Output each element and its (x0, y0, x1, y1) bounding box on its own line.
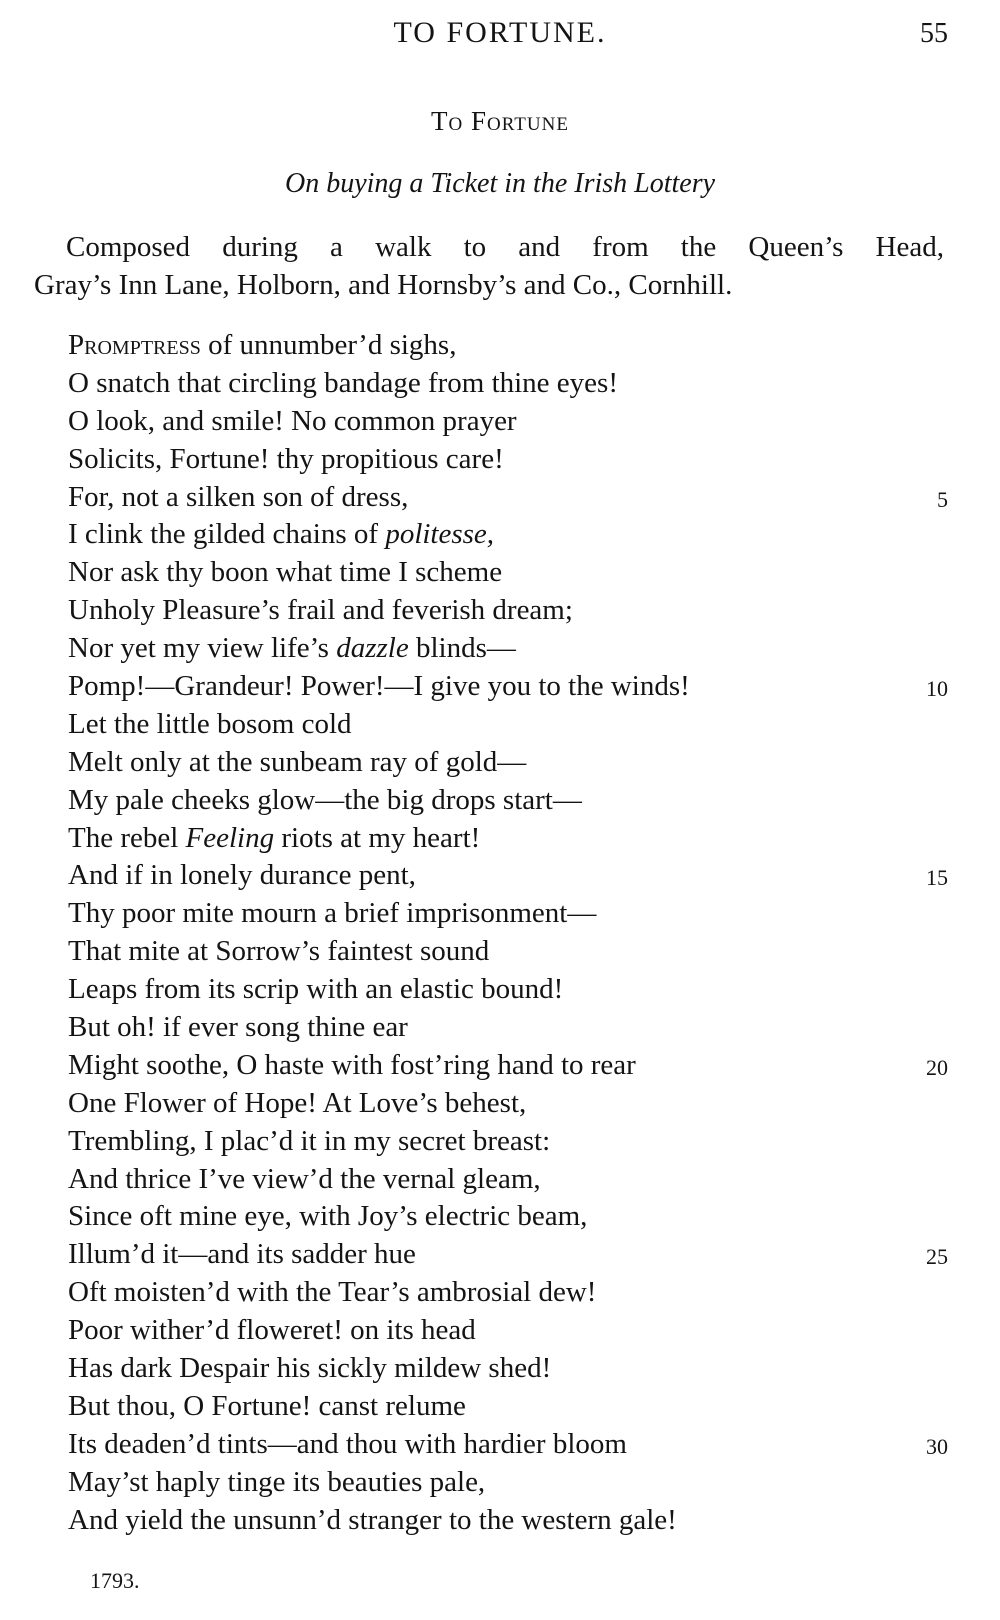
verse-line (68, 516, 948, 554)
verse-text (68, 403, 517, 441)
poem-subtitle: On buying a Ticket in the Irish Lottery (284, 168, 716, 199)
poem-body (68, 327, 948, 1540)
verse-line (68, 1047, 948, 1085)
verse-text (68, 630, 516, 668)
verse-text (68, 668, 690, 706)
verse-text (68, 933, 489, 971)
verse-line (68, 403, 948, 441)
verse-line (68, 1388, 948, 1426)
verse-line (68, 1161, 948, 1199)
italic-word: Feeling (185, 821, 275, 854)
verse-fragment: Leaps from its scrip with an elastic bound! (68, 973, 564, 1006)
verse-line (68, 706, 948, 744)
headnote-line: Gray’s Inn Lane, Holborn, and Hornsby’s and Co., Cornhill. (34, 269, 733, 301)
verse-text (68, 706, 352, 744)
verse-fragment: But thou, O Fortune! canst relume (68, 1389, 466, 1422)
verse-fragment: My pale cheeks glow—the big drops start— (68, 783, 582, 816)
verse-text (68, 1502, 677, 1540)
verse-line (68, 971, 948, 1009)
verse-text (68, 365, 618, 403)
italic-word: dazzle (336, 632, 409, 665)
verse-line (68, 1312, 948, 1350)
verse-fragment: For, not a silken son of dress, (68, 480, 409, 513)
verse-line (68, 744, 948, 782)
verse-text (68, 441, 504, 479)
verse-text (68, 1161, 541, 1199)
verse-fragment: riots at my heart! (274, 821, 481, 854)
verse-fragment: Illum’d it—and its sadder hue (68, 1238, 416, 1271)
verse-line (68, 933, 948, 971)
verse-fragment: Trembling, I plac’d it in my secret breast: (68, 1124, 551, 1157)
verse-text (68, 479, 408, 517)
italic-word: politesse, (385, 518, 495, 551)
verse-fragment: blinds— (408, 632, 516, 665)
headnote (34, 228, 944, 304)
verse-fragment: But oh! if ever song thine ear (68, 1011, 408, 1044)
verse-line (68, 1123, 948, 1161)
verse-line (68, 1009, 948, 1047)
line-number: 25 (926, 1244, 948, 1270)
first-word: Promptress (68, 329, 201, 361)
verse-fragment: Unholy Pleasure’s frail and feverish dream; (68, 594, 573, 627)
verse-text (68, 744, 526, 782)
verse-line (68, 630, 948, 668)
verse-fragment: Nor yet my view life’s (68, 632, 337, 665)
line-number: 5 (937, 486, 948, 512)
verse-fragment: Might soothe, O haste with fost’ring hand to rear (68, 1048, 636, 1081)
verse-text (68, 1009, 408, 1047)
verse-line (68, 857, 948, 895)
verse-text (68, 1236, 416, 1274)
verse-fragment: And yield the unsunn’d stranger to the western gale! (68, 1503, 677, 1536)
verse-line (68, 1426, 948, 1464)
verse-line (68, 1085, 948, 1123)
verse-text (68, 1085, 526, 1123)
verse-text (68, 971, 563, 1009)
verse-line (68, 479, 948, 517)
poem-title: To Fortune (431, 106, 569, 136)
poem-date: 1793. (90, 1568, 140, 1593)
first-line-rest: of unnumber’d sighs, (200, 329, 457, 361)
verse-line (68, 1464, 948, 1502)
verse-text (68, 1198, 587, 1236)
verse-fragment: Oft moisten’d with the Tear’s ambrosial dew! (68, 1276, 597, 1309)
verse-text (68, 1388, 466, 1426)
verse-line (68, 592, 948, 630)
verse-text (68, 820, 480, 858)
verse-text (68, 327, 456, 365)
verse-text (68, 1464, 485, 1502)
verse-line (68, 895, 948, 933)
verse-text (68, 1123, 550, 1161)
verse-fragment: O snatch that circling bandage from thine eyes! (68, 366, 618, 399)
verse-fragment: Poor wither’d floweret! on its head (68, 1314, 476, 1347)
verse-line (68, 1274, 948, 1312)
verse-text (68, 782, 582, 820)
verse-text (68, 1350, 551, 1388)
verse-fragment: Since oft mine eye, with Joy’s electric beam, (68, 1200, 588, 1233)
verse-text (68, 1047, 636, 1085)
verse-text (68, 895, 596, 933)
verse-text (68, 1312, 476, 1350)
verse-fragment: Let the little bosom cold (68, 707, 352, 740)
verse-line (68, 365, 948, 403)
verse-fragment: Thy poor mite mourn a brief imprisonment— (68, 897, 597, 930)
verse-fragment: One Flower of Hope! At Love’s behest, (68, 1086, 527, 1119)
verse-line (68, 1198, 948, 1236)
line-number: 30 (926, 1433, 948, 1459)
verse-fragment: That mite at Sorrow’s faintest sound (68, 935, 490, 968)
headnote-line: Composed during a walk to and from the Queen’s Head, (66, 231, 944, 263)
verse-text (68, 1274, 596, 1312)
verse-line (68, 441, 948, 479)
verse-text (68, 857, 416, 895)
verse-fragment: And thrice I’ve view’d the vernal gleam, (68, 1162, 541, 1195)
verse-text (68, 592, 573, 630)
verse-text (68, 1426, 627, 1464)
verse-line (68, 668, 948, 706)
verse-fragment: And if in lonely durance pent, (68, 859, 416, 892)
verse-fragment: I clink the gilded chains of (68, 518, 386, 551)
verse-fragment: Pomp!—Grandeur! Power!—I give you to the winds! (68, 670, 690, 703)
verse-line (68, 1236, 948, 1274)
line-number: 20 (926, 1054, 948, 1080)
verse-fragment: Solicits, Fortune! thy propitious care! (68, 442, 504, 475)
verse-fragment: Has dark Despair his sickly mildew shed! (68, 1352, 552, 1385)
verse-line (68, 1502, 948, 1540)
verse-fragment: The rebel (68, 821, 186, 854)
line-number: 15 (926, 865, 948, 891)
verse-text (68, 516, 494, 554)
verse-line (68, 1350, 948, 1388)
running-title: TO FORTUNE. (393, 16, 607, 49)
verse-fragment: Melt only at the sunbeam ray of gold— (68, 745, 527, 778)
verse-fragment: Nor ask thy boon what time I scheme (68, 556, 503, 589)
verse-line (68, 327, 948, 365)
verse-text (68, 554, 502, 592)
verse-line (68, 820, 948, 858)
page-number: 55 (920, 18, 948, 49)
verse-fragment: Its deaden’d tints—and thou with hardier bloom (68, 1427, 627, 1460)
verse-line (68, 782, 948, 820)
verse-fragment: May’st haply tinge its beauties pale, (68, 1465, 486, 1498)
line-number: 10 (926, 676, 948, 702)
verse-fragment: O look, and smile! No common prayer (68, 404, 517, 437)
verse-line (68, 554, 948, 592)
